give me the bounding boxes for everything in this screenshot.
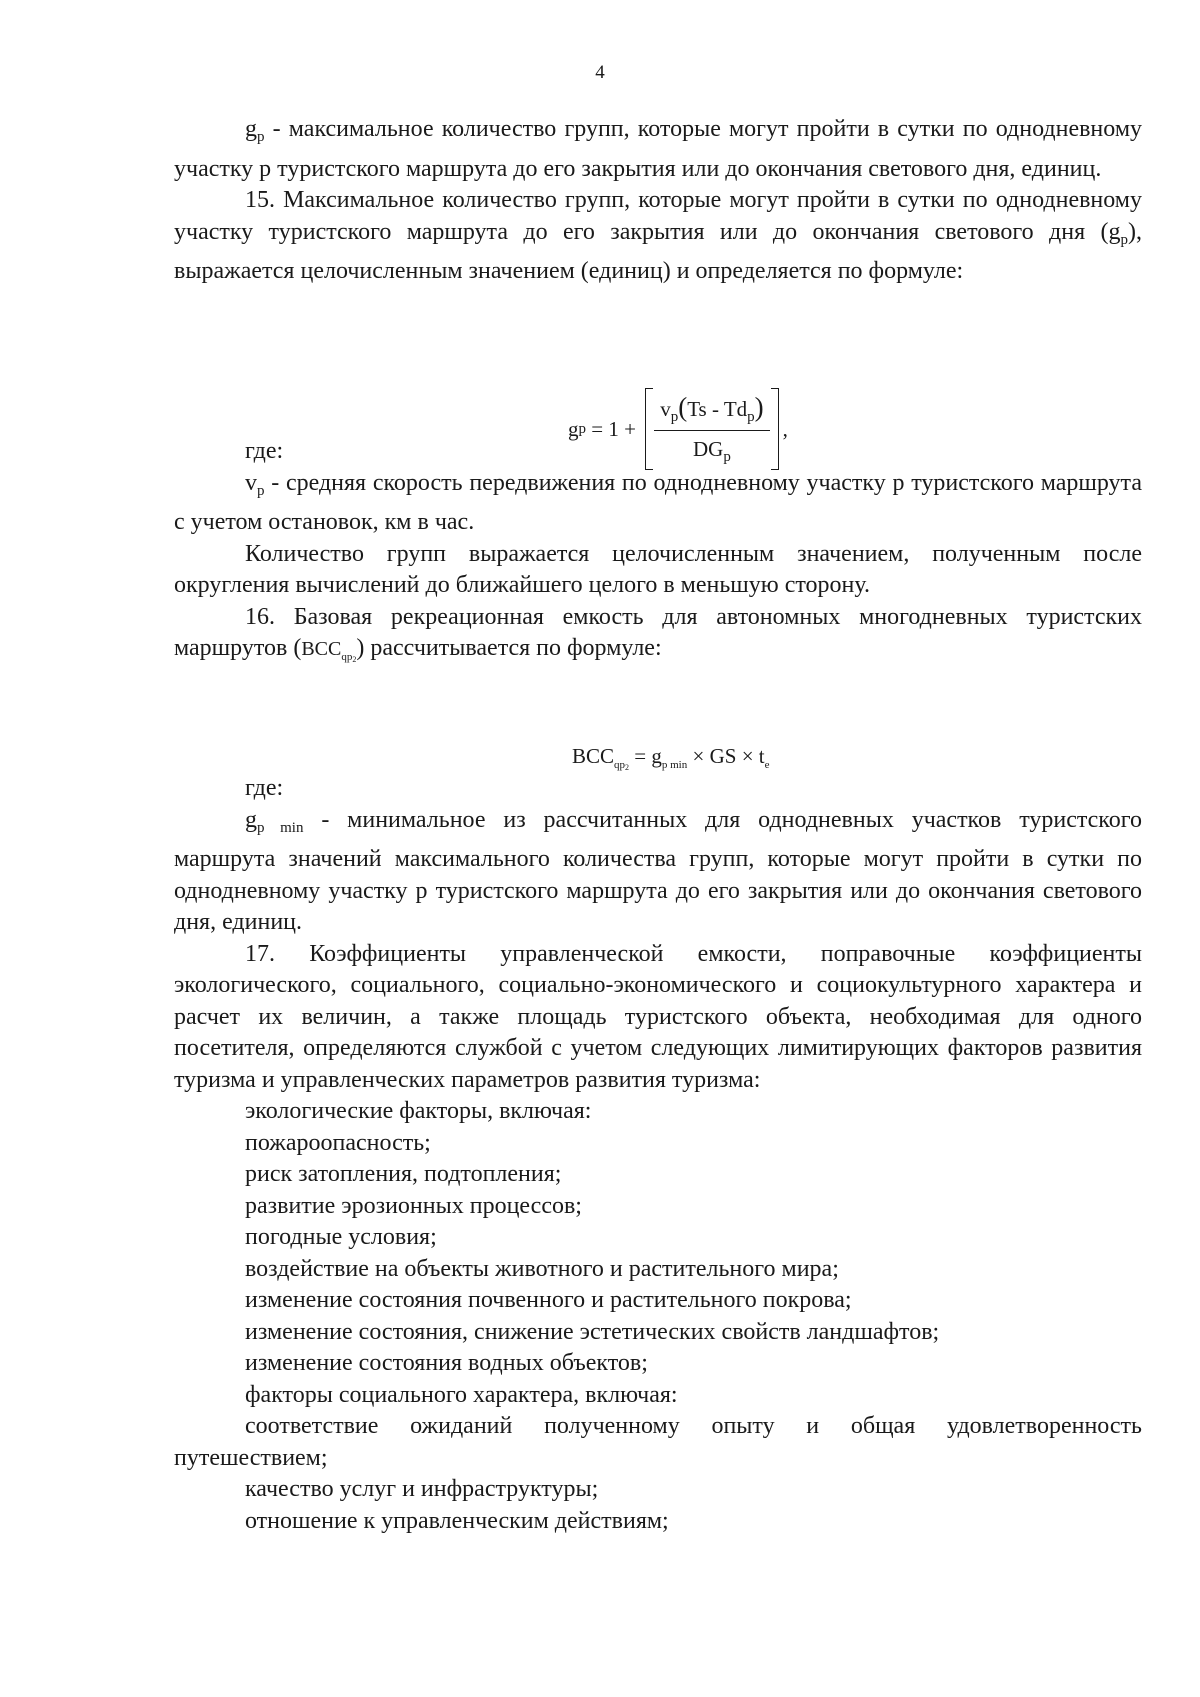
text-block-bottom bbox=[174, 773, 1142, 1537]
list-item: пожароопасность; bbox=[245, 1129, 431, 1156]
paragraph-gmin-definition bbox=[174, 805, 1142, 939]
list-item: развитие эрозионных процессов; bbox=[245, 1192, 582, 1219]
list-item: факторы социального характера, включая: bbox=[245, 1381, 678, 1408]
list-item: изменение состояния почвенного и растительного покрова; bbox=[245, 1287, 852, 1313]
formula1-num-td-subscript: p bbox=[747, 409, 755, 425]
list-item: риск затопления, подтопления; bbox=[245, 1161, 562, 1187]
page-number: 4 bbox=[595, 62, 605, 83]
symbol-gp-inline: g bbox=[1108, 218, 1121, 245]
paragraph-16-text-b: ) рассчитывается по формуле: bbox=[356, 635, 662, 661]
formula1-lhs: g bbox=[568, 416, 579, 441]
paragraph-rounding: Количество групп выражается целочисленным значением, полученным после округления вычислений до ближайшего целого в меньшую сторону. bbox=[174, 540, 1142, 598]
formula1-equals-one-plus: = 1 + bbox=[586, 416, 642, 441]
formula2-t-subscript: e bbox=[764, 759, 770, 771]
text-block-middle bbox=[174, 436, 1142, 676]
formula-base-capacity bbox=[572, 744, 770, 772]
symbol-gp: g bbox=[245, 116, 257, 142]
list-item: воздействие на объекты животного и растительного мира; bbox=[245, 1255, 839, 1282]
formula1-lhs-subscript: p bbox=[578, 420, 586, 437]
paragraph-15-text-a: 15. Максимальное количество групп, которые могут пройти в сутки по однодневному участку туристского маршрута до его закрытия или до окончания светового дня ( bbox=[174, 187, 1142, 245]
formula2-lhs-subsubscript: 2 bbox=[625, 763, 630, 772]
symbol-gmin: g bbox=[245, 806, 257, 833]
formula1-num-paren-open: ( bbox=[678, 392, 688, 422]
paragraph-vp-definition bbox=[174, 468, 1142, 539]
list-item: качество услуг и инфраструктуры; bbox=[245, 1476, 599, 1502]
formula2-gs-t: × GS × t bbox=[687, 744, 765, 768]
list-item: изменение состояния, снижение эстетических свойств ландшафтов; bbox=[245, 1318, 940, 1345]
symbol-vp: v bbox=[245, 469, 257, 496]
symbol-gmin-subscript: p min bbox=[257, 819, 304, 836]
gp-definition-text: - максимальное количество групп, которые могут пройти в сутки по однодневному участку р туристского маршрута до его закрытия или до окончания светового дня, единиц. bbox=[174, 116, 1142, 182]
gmin-definition-text: - минимальное из рассчитанных для однодневных участков туристского маршрута значений максимального количества групп, которые могут пройти в сутки по однодневному участку р туристского маршрута до его закрытия или до окончания светового дня, единиц. bbox=[174, 806, 1142, 935]
formula1-numerator bbox=[654, 392, 769, 431]
list-item: отношение к управленческим действиям; bbox=[245, 1507, 669, 1534]
formula1-num-v-subscript: p bbox=[670, 409, 679, 425]
symbol-vp-subscript: p bbox=[257, 482, 265, 499]
formula2-equals-g: = g bbox=[629, 744, 662, 768]
formula1-num-v: v bbox=[660, 397, 671, 421]
symbol-gp-subscript: p bbox=[257, 129, 265, 145]
formula2-g-subscript: p min bbox=[661, 759, 688, 771]
where-label-2: где: bbox=[245, 775, 284, 801]
formula1-num-ts-td: Ts - Td bbox=[687, 397, 748, 421]
formula2-lhs: BCC bbox=[572, 744, 615, 768]
formula1-den-dg: DG bbox=[693, 437, 724, 461]
paragraph-16 bbox=[174, 602, 1142, 676]
formula2-lhs-subscript: qp bbox=[614, 759, 626, 771]
list-item: экологические факторы, включая: bbox=[245, 1098, 592, 1124]
formula1-num-paren-close: ) bbox=[754, 392, 764, 422]
formula1-comma: , bbox=[782, 416, 788, 441]
paragraph-16-text-a: 16. Базовая рекреационная емкость для автономных многодневных туристских маршрутов ( bbox=[174, 603, 1142, 661]
list-item: погодные условия; bbox=[245, 1224, 437, 1250]
symbol-bcc-subscript: qp bbox=[341, 651, 353, 663]
list-item: соответствие ожиданий полученному опыту и общая удовлетворенность путешествием; bbox=[174, 1413, 1142, 1471]
symbol-bcc-subsubscript: 2 bbox=[352, 655, 357, 664]
paragraph-15-text-b: ), выражается целочисленным значением (единиц) и определяется по формуле: bbox=[174, 218, 1142, 284]
paragraph-17: 17. Коэффициенты управленческой емкости, поправочные коэффициенты экологического, социального, социально-экономического и социокультурного характера и расчет их величин, а также площадь туристского объекта, необходимая для одного посетителя, определяются службой с учетом следующих лимитирующих факторов развития туризма и управленческих параметров развития туризма: bbox=[174, 940, 1142, 1093]
list-item: изменение состояния водных объектов; bbox=[245, 1350, 648, 1376]
symbol-gp-inline-subscript: p bbox=[1120, 231, 1128, 248]
symbol-bcc: BCC bbox=[301, 638, 342, 660]
paragraph-gp-definition bbox=[174, 114, 1142, 185]
where-label-1: где: bbox=[245, 438, 284, 464]
vp-definition-text: - средняя скорость передвижения по однодневному участку р туристского маршрута с учетом остановок, км в час. bbox=[174, 469, 1142, 535]
formula1-den-subscript: p bbox=[723, 449, 731, 465]
paragraph-15 bbox=[174, 185, 1142, 288]
text-block-top bbox=[174, 114, 1142, 288]
